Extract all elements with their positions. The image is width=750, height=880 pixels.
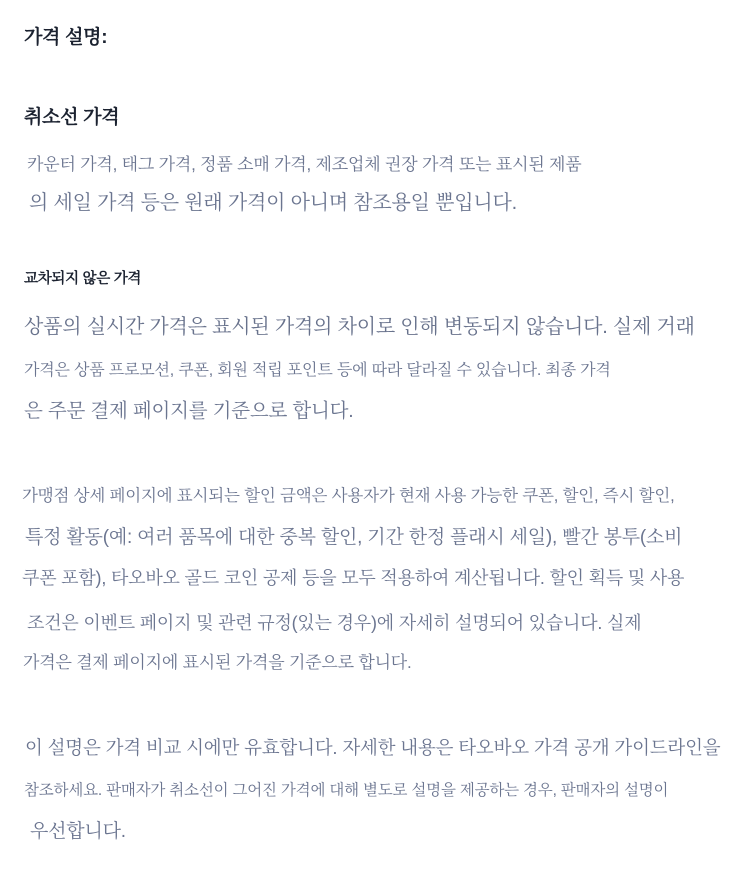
- page-title: 가격 설명:: [24, 27, 108, 48]
- discount-amount-paragraph-line: 쿠폰 포함), 타오바오 골드 코인 공제 등을 모두 적용하여 계산됩니다. 할인 획득 및 사용: [22, 568, 685, 588]
- strikethrough-price-paragraph-line: 의 세일 가격 등은 원래 가격이 아니며 참조용일 뿐입니다.: [29, 192, 517, 214]
- realtime-price-paragraph-line: 가격은 상품 프로모션, 쿠폰, 회원 적립 포인트 등에 따라 달라질 수 있습니다. 최종 가격: [24, 362, 611, 379]
- strikethrough-price-paragraph-line: 카운터 가격, 태그 가격, 정품 소매 가격, 제조업체 권장 가격 또는 표시된 제품: [27, 155, 582, 174]
- realtime-price-paragraph-line: 은 주문 결제 페이지를 기준으로 합니다.: [24, 400, 354, 422]
- discount-amount-paragraph-line: 가맹점 상세 페이지에 표시되는 할인 금액은 사용자가 현재 사용 가능한 쿠폰, 할인, 즉시 할인,: [22, 487, 675, 505]
- validity-note-paragraph-line: 우선합니다.: [30, 821, 126, 842]
- realtime-price-paragraph-line: 상품의 실시간 가격은 표시된 가격의 차이로 인해 변동되지 않습니다. 실제 거래: [24, 316, 695, 338]
- discount-amount-paragraph-line: 특정 활동(예: 여러 품목에 대한 중복 할인, 기간 한정 플래시 세일), 빨간 봉투(소비: [25, 527, 683, 548]
- discount-amount-paragraph-line: 조건은 이벤트 페이지 및 관련 규정(있는 경우)에 자세히 설명되어 있습니다. 실제: [27, 613, 642, 633]
- validity-note-paragraph-line: 이 설명은 가격 비교 시에만 유효합니다. 자세한 내용은 타오바오 가격 공개 가이드라인을: [25, 737, 721, 758]
- discount-amount-paragraph-line: 가격은 결제 페이지에 표시된 가격을 기준으로 합니다.: [23, 653, 412, 672]
- validity-note-paragraph-line: 참조하세요. 판매자가 취소선이 그어진 가격에 대해 별도로 설명을 제공하는 경우, 판매자의 설명이: [24, 782, 669, 799]
- section-heading-non-crossed-price: 교차되지 않은 가격: [24, 271, 142, 287]
- section-heading-strikethrough-price: 취소선 가격: [24, 107, 120, 128]
